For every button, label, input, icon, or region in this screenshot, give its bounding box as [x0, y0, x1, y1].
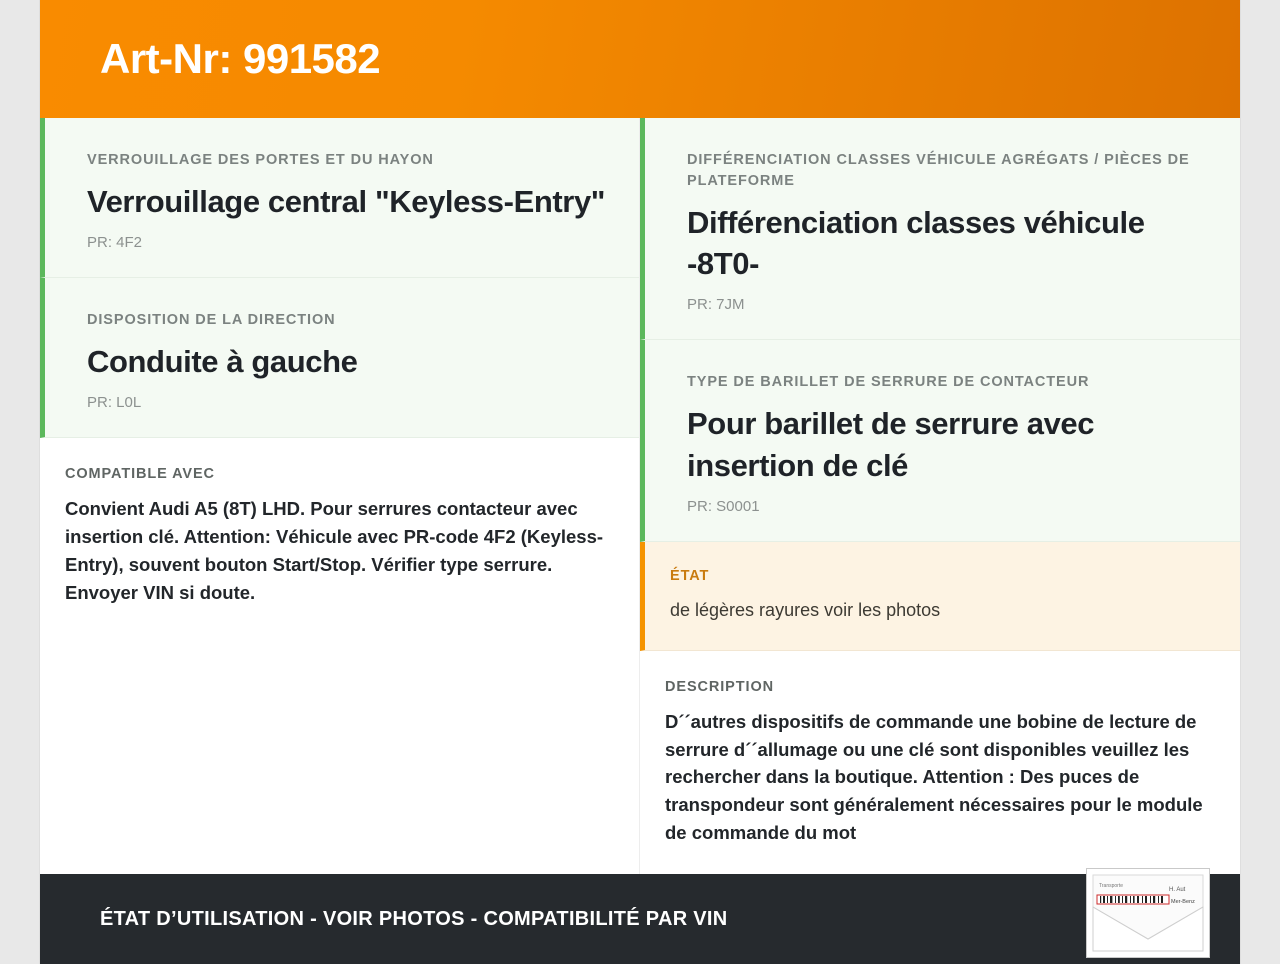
spec-value: Différenciation classes véhicule -8T0- [687, 205, 1145, 282]
right-column [640, 118, 1240, 874]
svg-text:Mer-Benz: Mer-Benz [1171, 899, 1195, 905]
spec-card-lock-cylinder-type [640, 340, 1240, 541]
spec-card-steering-position [40, 278, 639, 438]
description-section [640, 651, 1240, 867]
spec-pr-code: PR: S0001 [687, 497, 760, 515]
condition-label: ÉTAT [670, 567, 710, 584]
spec-card-door-lock [40, 118, 639, 278]
spec-pr-code: PR: 7JM [687, 296, 745, 314]
compatible-text: Convient Audi A5 (8T) LHD. Pour serrures contacteur avec insertion clé. Attention: Véhicule avec PR-code 4F2 (Keyless-Entry), souvent bouton Start/Stop. Vérifier type serrure. Envoyer VIN si doute. [65, 498, 604, 603]
spec-value: Pour barillet de serrure avec insertion de clé [687, 406, 1095, 483]
spec-pr-code: PR: L0L [87, 394, 142, 412]
spec-value: Verrouillage central "Keyless-Entry" [87, 184, 606, 220]
condition-section [640, 542, 1240, 651]
footer-text: ÉTAT D’UTILISATION - VOIR PHOTOS - COMPATIBILITÉ PAR VIN [100, 907, 728, 930]
footer-banner [40, 874, 1240, 964]
compatible-label: COMPATIBLE AVEC [65, 466, 215, 483]
label-thumbnail [1086, 868, 1210, 958]
spec-pr-code: PR: 4F2 [87, 234, 143, 252]
svg-text:H. Aut: H. Aut [1169, 887, 1186, 893]
spec-value: Conduite à gauche [87, 344, 358, 380]
left-column-filler [40, 632, 639, 874]
shipping-label-icon [1087, 869, 1209, 957]
spec-label: VERROUILLAGE DES PORTES ET DU HAYON [87, 152, 434, 168]
spec-label: DISPOSITION DE LA DIRECTION [87, 312, 336, 329]
description-text: D´´autres dispositifs de commande une bobine de lecture de serrure d´´allumage ou une clé sont disponibles veuillez les rechercher dans la boutique. Attention : Des puces de transpondeur sont généralement nécessaires pour le module de commande du mot [665, 710, 1203, 843]
svg-text:Transporte: Transporte [1099, 883, 1123, 889]
header-banner [40, 0, 1240, 118]
product-sheet [40, 0, 1240, 964]
spec-label: TYPE DE BARILLET DE SERRURE DE CONTACTEUR [687, 374, 1090, 391]
description-label: DESCRIPTION [665, 678, 774, 695]
spec-label: DIFFÉRENCIATION CLASSES VÉHICULE AGRÉGATS / PIÈCES DE PLATEFORME [687, 152, 1190, 190]
spec-card-vehicle-class [640, 118, 1240, 340]
page-title: Art-Nr: 991582 [100, 35, 381, 82]
compatible-with-section [40, 438, 639, 632]
content-body [40, 118, 1240, 874]
left-column [40, 118, 640, 874]
condition-text: de légères rayures voir les photos [670, 599, 941, 620]
